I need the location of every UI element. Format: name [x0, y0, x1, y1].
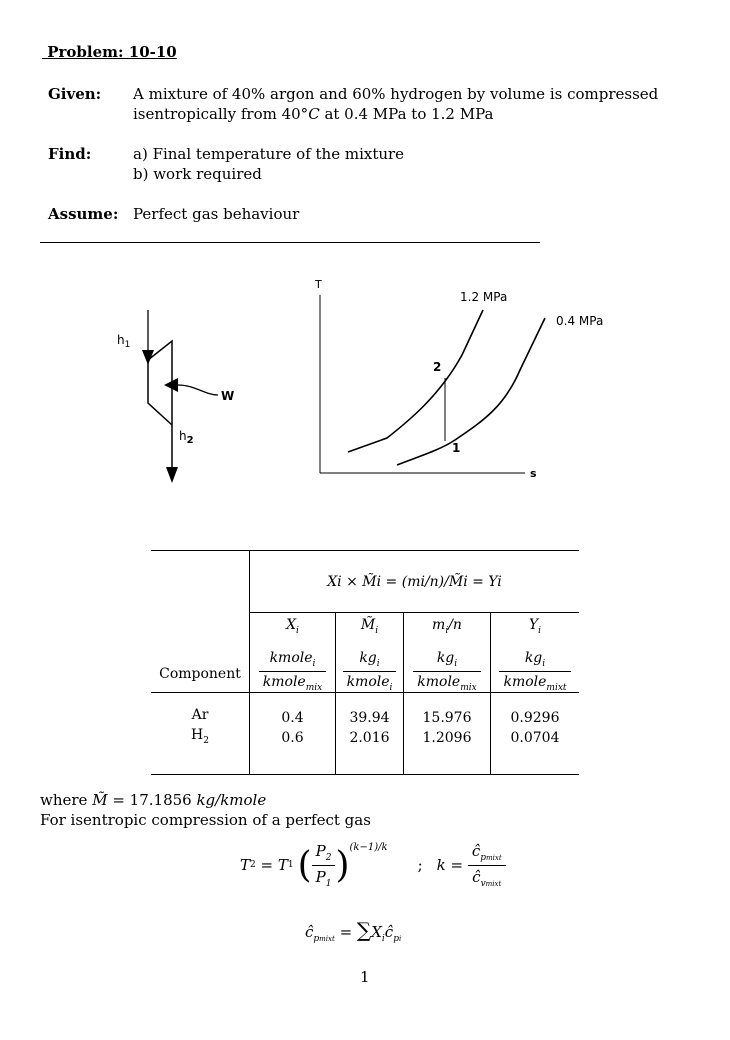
- assume-text: Perfect gas behaviour: [133, 205, 300, 223]
- isobar-0-4-mpa: [397, 318, 545, 465]
- table-header-formula: Xi × M̃i = (mi/n)/M̃i = Yi: [250, 551, 580, 613]
- low-pressure-label: 0.4 MPa: [556, 314, 604, 328]
- temperature-equation: T 2 = T 1 ( $\frac{P_2}{P_1}$ ) (k−1)/k ; k = $\frac{ĉ_{pmixt}}{ĉ_{vmixt}}$: [240, 840, 506, 890]
- component-header: Component: [151, 551, 250, 693]
- given-line-1: A mixture of 40% argon and 60% hydrogen by volume is compressed: [133, 85, 659, 103]
- inlet-enthalpy-label: $h_1$: [117, 333, 131, 350]
- given-line-2-pre: isentropically from 40°: [133, 105, 309, 123]
- xi-h2: 0.6: [281, 729, 304, 746]
- work-arrow-icon: [164, 378, 178, 392]
- mi-h2: 2.016: [349, 729, 390, 746]
- assume-label: Assume:: [48, 205, 119, 223]
- yi-ar: 0.9296: [510, 709, 560, 726]
- find-item-b: b) work required: [133, 165, 262, 183]
- outlet-enthalpy-label: $h_2$: [179, 429, 194, 446]
- cp-mixture-equation: $ĉ_{pmixt}$ = $\sum X_iĉ_{pi}$: [305, 918, 402, 944]
- find-label: Find:: [48, 145, 92, 163]
- component-cell: [151, 693, 250, 775]
- given-label: Given:: [48, 85, 102, 103]
- column-header-yi: $Y_i$ $\frac{kg_i}{kmole_{mixt}}$: [491, 613, 580, 693]
- column-header-mi: $M̃_i$ $\frac{kg_i}{kmole_i}$: [336, 613, 404, 693]
- given-text: [133, 84, 658, 124]
- column-header-mass-per-mole: $m_i/n$ $\frac{kg_i}{kmole_{mix}}$: [404, 613, 491, 693]
- compressor-diagram: [100, 295, 260, 495]
- notes: [40, 790, 371, 830]
- work-line: [178, 385, 218, 395]
- molar-mass-line: where M̃ = 17.1856 kg/kmole: [40, 791, 267, 809]
- outlet-arrow-icon: [166, 467, 178, 483]
- isobar-1-2-mpa: [348, 310, 483, 452]
- xi-ar: 0.4: [281, 709, 304, 726]
- s-axis-label: s: [530, 467, 537, 480]
- mn-ar: 15.976: [422, 709, 472, 726]
- state-1-label: 1: [452, 441, 461, 455]
- find-list: [133, 144, 404, 184]
- isentropic-text: For isentropic compression of a perfect gas: [40, 811, 371, 829]
- problem-title: Problem: 10-10: [42, 43, 177, 61]
- state-2-label: 2: [433, 360, 442, 374]
- yi-values: [491, 693, 580, 775]
- compressor-body-lower: [148, 360, 172, 425]
- given-line-2: [133, 104, 658, 124]
- mixture-table: [151, 550, 579, 775]
- yi-h2: 0.0704: [510, 729, 560, 746]
- ts-diagram: [300, 270, 630, 490]
- section-divider: [40, 242, 540, 243]
- mi-values: [336, 693, 404, 775]
- page-number: 1: [360, 968, 370, 986]
- column-header-xi: $X_i$ $\frac{kmole_i}{kmole_{mix}}$: [250, 613, 336, 693]
- given-line-2-post: at 0.4 MPa to 1.2 MPa: [319, 105, 494, 123]
- find-item-a: a) Final temperature of the mixture: [133, 145, 405, 163]
- xi-values: [250, 693, 336, 775]
- mn-h2: 1.2096: [422, 729, 472, 746]
- mass-per-mole-values: [404, 693, 491, 775]
- table-body-row: [151, 693, 579, 775]
- high-pressure-label: 1.2 MPa: [460, 290, 508, 304]
- given-unit: C: [308, 105, 320, 123]
- component-ar: Ar: [191, 706, 209, 723]
- component-h2: $H_2$: [191, 726, 209, 746]
- work-label: W: [221, 389, 235, 403]
- mi-ar: 39.94: [349, 709, 390, 726]
- t-axis-label: T: [315, 278, 322, 291]
